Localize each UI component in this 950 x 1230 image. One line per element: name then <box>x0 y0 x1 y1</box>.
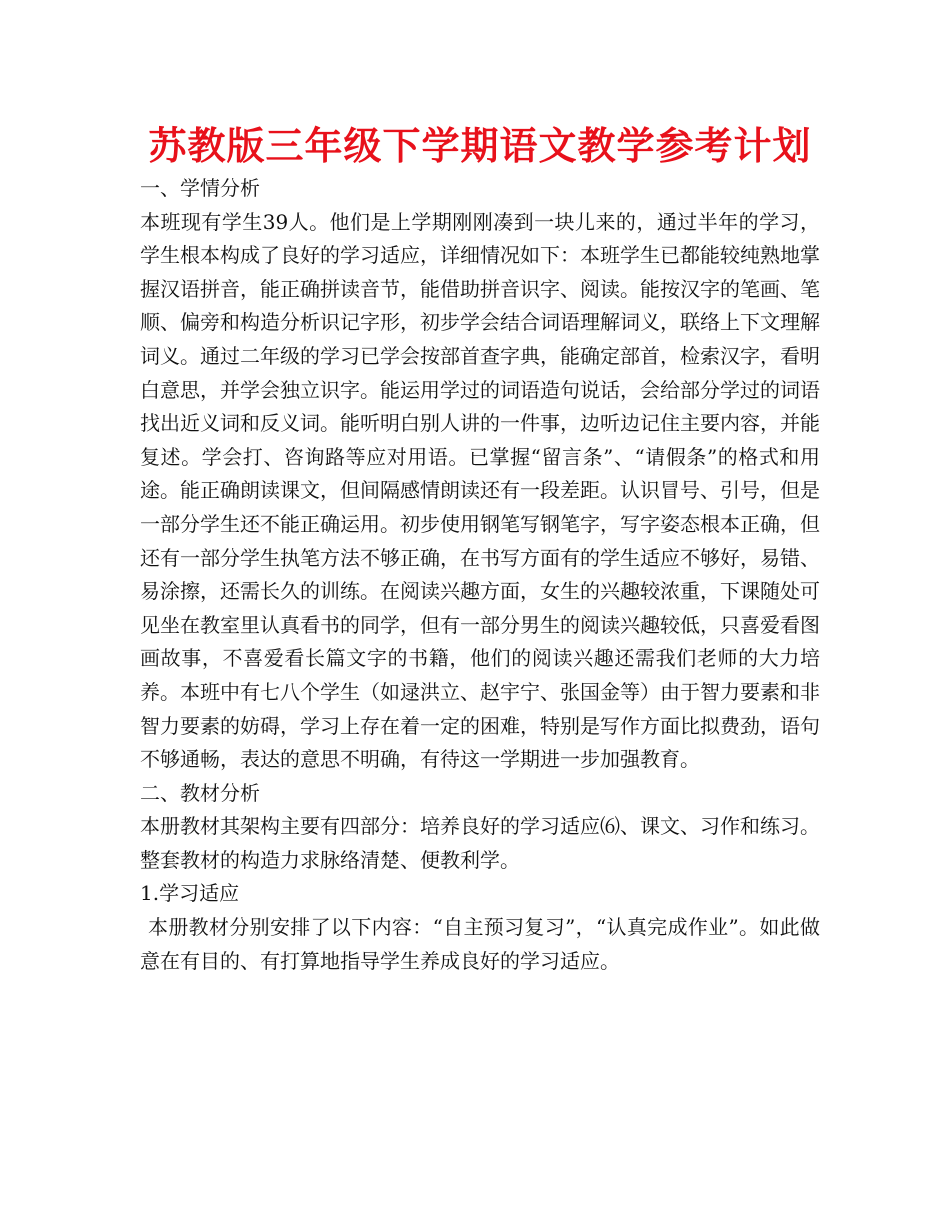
document-title: 苏教版三年级下学期语文教学参考计划 <box>148 124 812 168</box>
section-heading-learning-analysis: 一、学情分析 <box>140 176 260 200</box>
section-heading-textbook-analysis: 二、教材分析 <box>140 780 260 805</box>
paragraph-textbook-analysis: 本册教材其架构主要有四部分：培养良好的学习适应⑹、课文、习作和练习。整套教材的构造力求脉络清楚、便教利学。 <box>140 814 820 872</box>
paragraph-study-habits: 本册教材分别安排了以下内容：“自主预习复习”，“认真完成作业”。如此做意在有目的、有打算地指导学生养成良好的学习适应。 <box>140 915 820 973</box>
document-page <box>140 120 820 978</box>
paragraph-learning-analysis: 本班现有学生39人。他们是上学期刚刚凑到一块儿来的，通过半年的学习，学生根本构成了良好的学习适应，详细情况如下：本班学生已都能较纯熟地掌握汉语拼音，能正确拼读音节，能借助拼音识字、阅读。能按汉字的笔画、笔顺、偏旁和构造分析识记字形，初步学会结合词语理解词义，联络上下文理解词义。通过二年级的学习已学会按部首查字典，能确定部首，检索汉字，看明白意思，并学会独立识字。能运用学过的词语造句说话，会给部分学过的词语找出近义词和反义词。能听明白别人讲的一件事，边听边记住主要内容，并能复述。学会打、咨询路等应对用语。已掌握“留言条”、“请假条”的格式和用途。能正确朗读课文，但间隔感情朗读还有一段差距。认识冒号、引号，但是一部分学生还不能正确运用。初步使用钢笔写钢笔字，写字姿态根本正确，但还有一部分学生执笔方法不够正确，在书写方面有的学生适应不够好，易错、易涂擦，还需长久的训练。在阅读兴趣方面，女生的兴趣较浓重，下课随处可见坐在教室里认真看书的同学，但有一部分男生的阅读兴趣较低，只喜爱看图画故事，不喜爱看长篇文字的书籍，他们的阅读兴趣还需我们老师的大力培养。本班中有七八个学生（如逯洪立、赵宇宁、张国金等）由于智力要素和非智力要素的妨碍，学习上存在着一定的困难，特别是写作方面比拟费劲，语句不够通畅，表达的意思不明确，有待这一学期进一步加强教育。 <box>140 209 820 772</box>
section-heading-study-habits: 1.学习适应 <box>140 881 240 906</box>
